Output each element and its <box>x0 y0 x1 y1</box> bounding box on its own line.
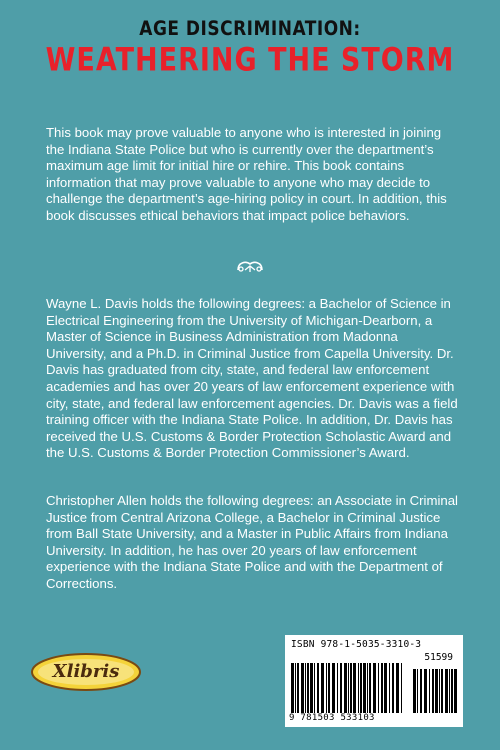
summary-paragraph: This book may prove valuable to anyone who is interested in joining the Indiana State Police but who is currently over the department’s maximum age limit for initial hire or rehire. This book contains information that may prove valuable to anyone who may decide to challenge the department’s age-hiring policy in court. In addition, this book discusses ethical behaviors that impact police behaviors. <box>46 125 447 223</box>
barcode-bar <box>295 663 296 713</box>
barcode-bar <box>373 663 376 713</box>
barcode-bar <box>429 669 430 713</box>
barcode-bar <box>381 663 383 713</box>
title-line-2: WEATHERING THE STORM <box>45 41 455 79</box>
barcode-bar <box>389 663 390 713</box>
barcode-bar <box>445 669 448 713</box>
barcode-bar <box>424 669 427 713</box>
author-allen-bio: Christopher Allen holds the following degrees: an Associate in Criminal Justice from Central Arizona College, a Bachelor in Criminal Justice from Ball State University, and a Master in Public Affairs from Indiana University. In addition, he has over 20 years of law enforcement experience with the Indiana State Police and with the Department of Corrections. <box>46 493 458 591</box>
barcode-bar <box>420 669 422 713</box>
barcode-bar <box>432 669 434 713</box>
isbn-label: ISBN 978-1-5035-3310-3 <box>291 639 422 650</box>
price-code: 51599 <box>424 652 453 663</box>
barcode-bar <box>353 663 356 713</box>
barcode-bar <box>396 663 399 713</box>
barcode-bar <box>449 669 450 713</box>
barcode-bar <box>305 663 306 713</box>
publisher-logo <box>30 652 142 692</box>
book-title <box>0 18 500 78</box>
barcode-bar <box>291 663 294 713</box>
barcode-bar <box>297 663 299 713</box>
barcode-bar <box>417 669 418 713</box>
barcode-bar <box>350 663 352 713</box>
barcode-bar <box>367 663 368 713</box>
barcode-bar <box>378 663 379 713</box>
barcode-bar <box>326 663 327 713</box>
barcode-bar <box>314 663 315 713</box>
barcode-bar <box>337 663 338 713</box>
scroll-ornament-icon <box>236 258 264 274</box>
barcode-bar <box>413 669 416 713</box>
barcode-panel <box>285 635 463 727</box>
title-line-1: AGE DISCRIMINATION: <box>139 17 361 41</box>
barcode-bar <box>344 663 347 713</box>
barcode-bar <box>360 663 362 713</box>
barcode-digits: 9 781503 533103 <box>289 713 375 723</box>
barcode-bar <box>435 669 438 713</box>
author-davis-bio: Wayne L. Davis holds the following degrees: a Bachelor of Science in Electrical Engineering from the University of Michigan-Dearborn, a Master of Science in Business Administration from Madonna University, and a Ph.D. in Criminal Justice from Capella University. Dr. Davis has graduated from city, state, and federal law enforcement academies and has over 20 years of law enforcement experience with city, state, and federal law enforcement agencies. Dr. Davis was a field training officer with the Indiana State Police. In addition, Dr. Davis has received the U.S. Customs & Border Protection Scholastic Award and the U.S. Customs & Border Protection Commissioner’s Award. <box>46 296 458 461</box>
barcode-bar <box>340 663 342 713</box>
barcode-bar <box>310 663 313 713</box>
barcode-bar <box>454 669 457 713</box>
barcode-bar <box>369 663 371 713</box>
barcode-bar <box>384 663 387 713</box>
barcode-bar <box>363 663 366 713</box>
barcode-bar <box>441 669 443 713</box>
barcode-bar <box>307 663 309 713</box>
barcode-bar <box>358 663 359 713</box>
barcode-bar <box>332 663 335 713</box>
barcode-bar <box>392 663 394 713</box>
barcode-bar <box>401 663 402 713</box>
publisher-name: Xlibris <box>52 661 120 682</box>
barcode-bars <box>291 663 457 713</box>
barcode-bar <box>348 663 349 713</box>
barcode-bar <box>328 663 330 713</box>
barcode-bar <box>301 663 304 713</box>
barcode-bar <box>321 663 324 713</box>
barcode-bar <box>317 663 319 713</box>
barcode-bar <box>439 669 440 713</box>
barcode-bar <box>451 669 453 713</box>
